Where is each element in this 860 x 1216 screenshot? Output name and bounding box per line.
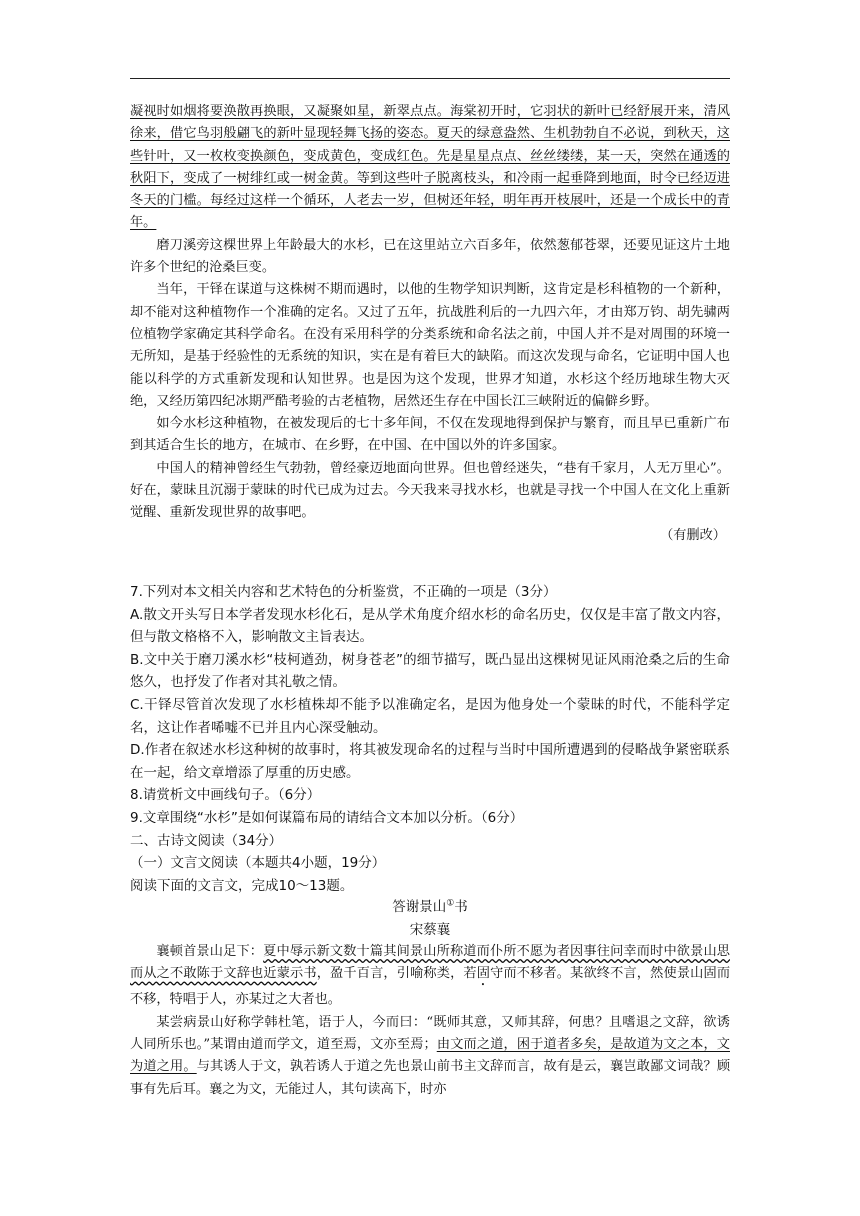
question-section — [130, 581, 730, 897]
text-span: 襄顿首景山足下 — [156, 944, 250, 960]
title-text: 答谢景山 — [392, 899, 447, 915]
text-span: ： — [249, 944, 264, 960]
question-9: 9.文章围绕“水杉”是如何谋篇布局的请结合文本加以分析。（6分） — [130, 809, 524, 826]
subsection-heading: （一）文言文阅读（本题共4小题，19分） — [130, 855, 386, 872]
option-a: A.散文开头写日本学者发现水杉化石，是从学术角度介绍水杉的命名历史，仅仅是丰富了散文内容，但与散文格格不入，影响散文主旨表达。 — [130, 606, 730, 646]
instructions: 阅读下面的文言文，完成10～13题。 — [130, 877, 354, 894]
wavy-underlined-text: 夏中辱示新文数十篇其间景山所称道而仆所不愿为者因事往问幸而时中欲景山思而从之不敢陈于文辞也近蒙示书 — [130, 944, 730, 982]
option-c: C.干铎尽管首次发现了水杉植株却不能予以准确定名，是因为他身处一个蒙昧的时代，不能科学定名，这让作者唏嘘不已并且内心深受触动。 — [130, 696, 730, 736]
text-span: 某尝病景山好称学韩杜笔，语于人，今而曰：“既师其意，又师其辞，何患？且嗜退之文辞，欲诱人同所乐也。”某谓由道而学文，道至焉，文亦至焉； — [130, 1014, 730, 1053]
header-rule — [130, 78, 730, 79]
modern-essay — [130, 101, 730, 547]
title-text-end: 书 — [454, 899, 468, 915]
underlined-text: 由文而之道，困于道者多矣，是故道为文之本，文为道之用。 — [130, 1037, 730, 1075]
essay-paragraph: 中国人的精神曾经生气勃勃，曾经豪迈地面向世界。但也曾经迷失，“巷有千家月，人无万里心”。好在，蒙昧且沉溺于蒙昧的时代已成为过去。今天我来寻找水杉，也就是寻找一个中国人在文化上重新觉醒、重新发现世界的故事吧。 — [130, 460, 730, 521]
option-d: D.作者在叙述水杉这种树的故事时，将其被发现命名的过程与当时中国所遭遇到的侵略战争紧密联系在一起，给文章增添了厚重的历史感。 — [130, 742, 730, 781]
question-8: 8.请赏析文中画线句子。（6分） — [130, 787, 321, 804]
document-page — [130, 0, 730, 1216]
question-7: 7.下列对本文相关内容和艺术特色的分析鉴赏，不正确的一项是（3分） — [130, 584, 557, 600]
classical-author: 宋蔡襄 — [409, 921, 451, 938]
essay-paragraph: 当年，干铎在谋道与这株树不期而遇时，以他的生物学知识判断，这肯定是杉科植物的一个新种，却不能对这种植物作一个准确的定名。又过了五年，抗战胜利后的一九四六年，才由郑万钧、胡先骕两位植物学家确定其科学命名。在没有采用科学的分类系统和命名法之前，中国人并不是对周围的环境一无所知，是基于经验性的无系统的知识，实在是有着巨大的缺陷。而这次发现与命名，它证明中国人也能以科学的方式重新发现和认知世界。也是因为这个发现，世界才知道，水杉这个经历地球生物大灭绝，又经历第四纪冰期严酷考验的古老植物，居然还生存在中国长江三峡附近的偏僻乡野。 — [130, 282, 730, 409]
text-span: ，盈千百言，引喻称类，若 — [316, 966, 477, 982]
classical-paragraph — [130, 1012, 730, 1101]
classical-title — [130, 896, 730, 919]
classical-text — [130, 896, 730, 1101]
text-span: 守而不移者。某欲终不言，然使景山固而不移，特唱于人，亦某过之大者也。 — [130, 966, 731, 1008]
footnote-marker: ① — [446, 898, 455, 909]
text-span: 与其诱人于文，孰若诱人于道之先也景山前书主文辞而言，故有是云，襄岂敢鄙文词哉？顾事有先后耳。襄之为文，无能过人，其句读高下，时亦 — [130, 1059, 731, 1097]
option-b: B.文中关于磨刀溪水杉“枝柯遒劲，树身苍老”的细节描写，既凸显出这棵树见证风雨沧桑之后的生命悠久，也抒发了作者对其礼敬之情。 — [130, 651, 730, 691]
essay-paragraph: 磨刀溪旁这棵世界上年龄最大的水杉，已在这里站立六百多年，依然葱郁苍翠，还要见证这片土地许多个世纪的沧桑巨变。 — [130, 237, 730, 276]
section-heading: 二、古诗文阅读（34分） — [130, 832, 283, 849]
classical-paragraph — [130, 941, 730, 1012]
classical-body — [130, 941, 730, 1101]
dotted-character: 固 — [476, 966, 491, 982]
source-note: （有删改） — [660, 527, 726, 543]
essay-paragraph: 如今水杉这种植物，在被发现后的七十多年间，不仅在发现地得到保护与繁育，而且早已重新广布到其适合生长的地方，在城市、在乡野，在中国、在中国以外的许多国家。 — [130, 416, 730, 454]
underlined-passage: 凝视时如烟将要涣散再换眼，又凝聚如星，新翠点点。海棠初开时，它羽状的新叶已经舒展开来，清风徐来，借它鸟羽般翩飞的新叶显现轻舞飞扬的姿态。夏天的绿意盎然、生机勃勃自不必说，到秋天，这些针叶，又一枚枚变换颜色，变成黄色，变成红色。先是星星点点、丝丝缕缕，某一天，突然在通透的秋阳下，变成了一树绯红或一树金黄。等到这些叶子脱离枝头，和冷雨一起垂降到地面，时令已经迈进冬天的门槛。每经过这样一个循环，人老去一岁，但树还年轻，明年再开枝展叶，还是一个成长中的青年。 — [130, 104, 730, 231]
